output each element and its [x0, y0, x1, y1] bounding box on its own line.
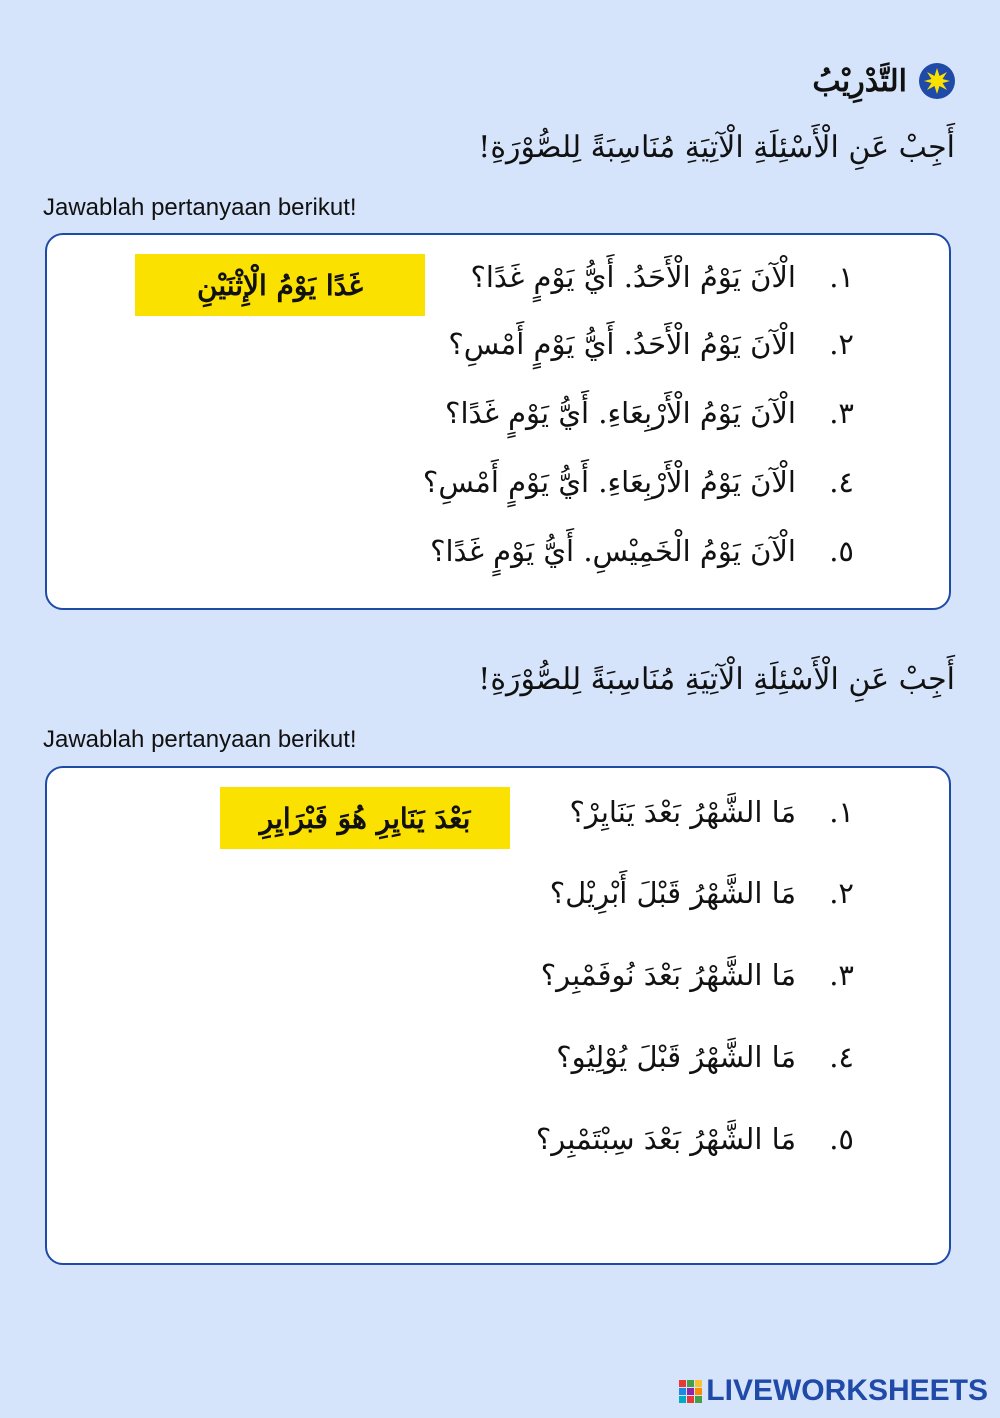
question-item: [445, 396, 854, 430]
question-number: ٥.: [829, 534, 854, 568]
heading-title: التَّدْرِيْبُ: [812, 63, 907, 99]
question-text: الْآنَ يَوْمُ الْأَحَدُ. أَيُّ يَوْمٍ أَمْسِ؟: [448, 327, 796, 361]
question-text: مَا الشَّهْرُ بَعْدَ سِبْتَمْبِر؟: [535, 1122, 796, 1156]
question-text: الْآنَ يَوْمُ الْأَرْبِعَاءِ. أَيُّ يَوْمٍ أَمْسِ؟: [422, 465, 796, 499]
question-box: [45, 233, 951, 610]
question-item: [556, 1040, 854, 1074]
question-number: ١.: [829, 260, 854, 294]
question-text: مَا الشَّهْرُ قَبْلَ يُوْلِيُو؟: [556, 1040, 796, 1074]
question-number: ٥.: [829, 1122, 854, 1156]
question-item: [430, 534, 854, 568]
answer-field[interactable]: بَعْدَ يَنَايِرِ هُوَ فَبْرَايِرِ: [220, 787, 510, 849]
question-number: ٢.: [829, 327, 854, 361]
question-number: ١.: [829, 795, 854, 829]
question-item: [470, 260, 854, 294]
brand-text: LIVEWORKSHEETS: [706, 1374, 988, 1407]
question-item: [448, 327, 854, 361]
question-number: ٤.: [829, 1040, 854, 1074]
question-item: [536, 1122, 854, 1156]
question-text: مَا الشَّهْرُ بَعْدَ يَنَايِرْ؟: [569, 795, 796, 829]
question-number: ٣.: [829, 958, 854, 992]
liveworksheets-logo: [679, 1374, 988, 1408]
question-text: الْآنَ يَوْمُ الْأَرْبِعَاءِ. أَيُّ يَوْمٍ غَدًا؟: [445, 396, 796, 430]
exercise-heading: [812, 58, 955, 104]
question-number: ٣.: [829, 396, 854, 430]
answer-field[interactable]: غَدًا يَوْمُ الْإِثْنَيْنِ: [135, 254, 425, 316]
sun-icon: [919, 63, 955, 99]
question-item: [569, 795, 854, 829]
instruction-arabic: أَجِبْ عَنِ الْأَسْئِلَةِ الْآتِيَةِ مُنَاسِبَةً لِلصُّوْرَةِ!: [478, 662, 955, 697]
instruction-malay: Jawablah pertanyaan berikut!: [43, 194, 357, 221]
instruction-arabic: أَجِبْ عَنِ الْأَسْئِلَةِ الْآتِيَةِ مُنَاسِبَةً لِلصُّوْرَةِ!: [478, 130, 955, 165]
question-item: [550, 876, 854, 910]
question-number: ٢.: [829, 876, 854, 910]
logo-grid-icon: [679, 1380, 702, 1403]
question-item: [541, 958, 854, 992]
question-text: مَا الشَّهْرُ بَعْدَ نُوفَمْبِر؟: [540, 958, 796, 992]
question-text: مَا الشَّهْرُ قَبْلَ أَبْرِيْل؟: [549, 876, 796, 910]
question-item: [423, 465, 854, 499]
instruction-malay: Jawablah pertanyaan berikut!: [43, 726, 357, 753]
question-box: [45, 766, 951, 1265]
question-number: ٤.: [829, 465, 854, 499]
question-text: الْآنَ يَوْمُ الْخَمِيْسِ. أَيُّ يَوْمٍ غَدًا؟: [430, 534, 796, 568]
question-text: الْآنَ يَوْمُ الْأَحَدُ. أَيُّ يَوْمٍ غَدًا؟: [470, 260, 796, 294]
